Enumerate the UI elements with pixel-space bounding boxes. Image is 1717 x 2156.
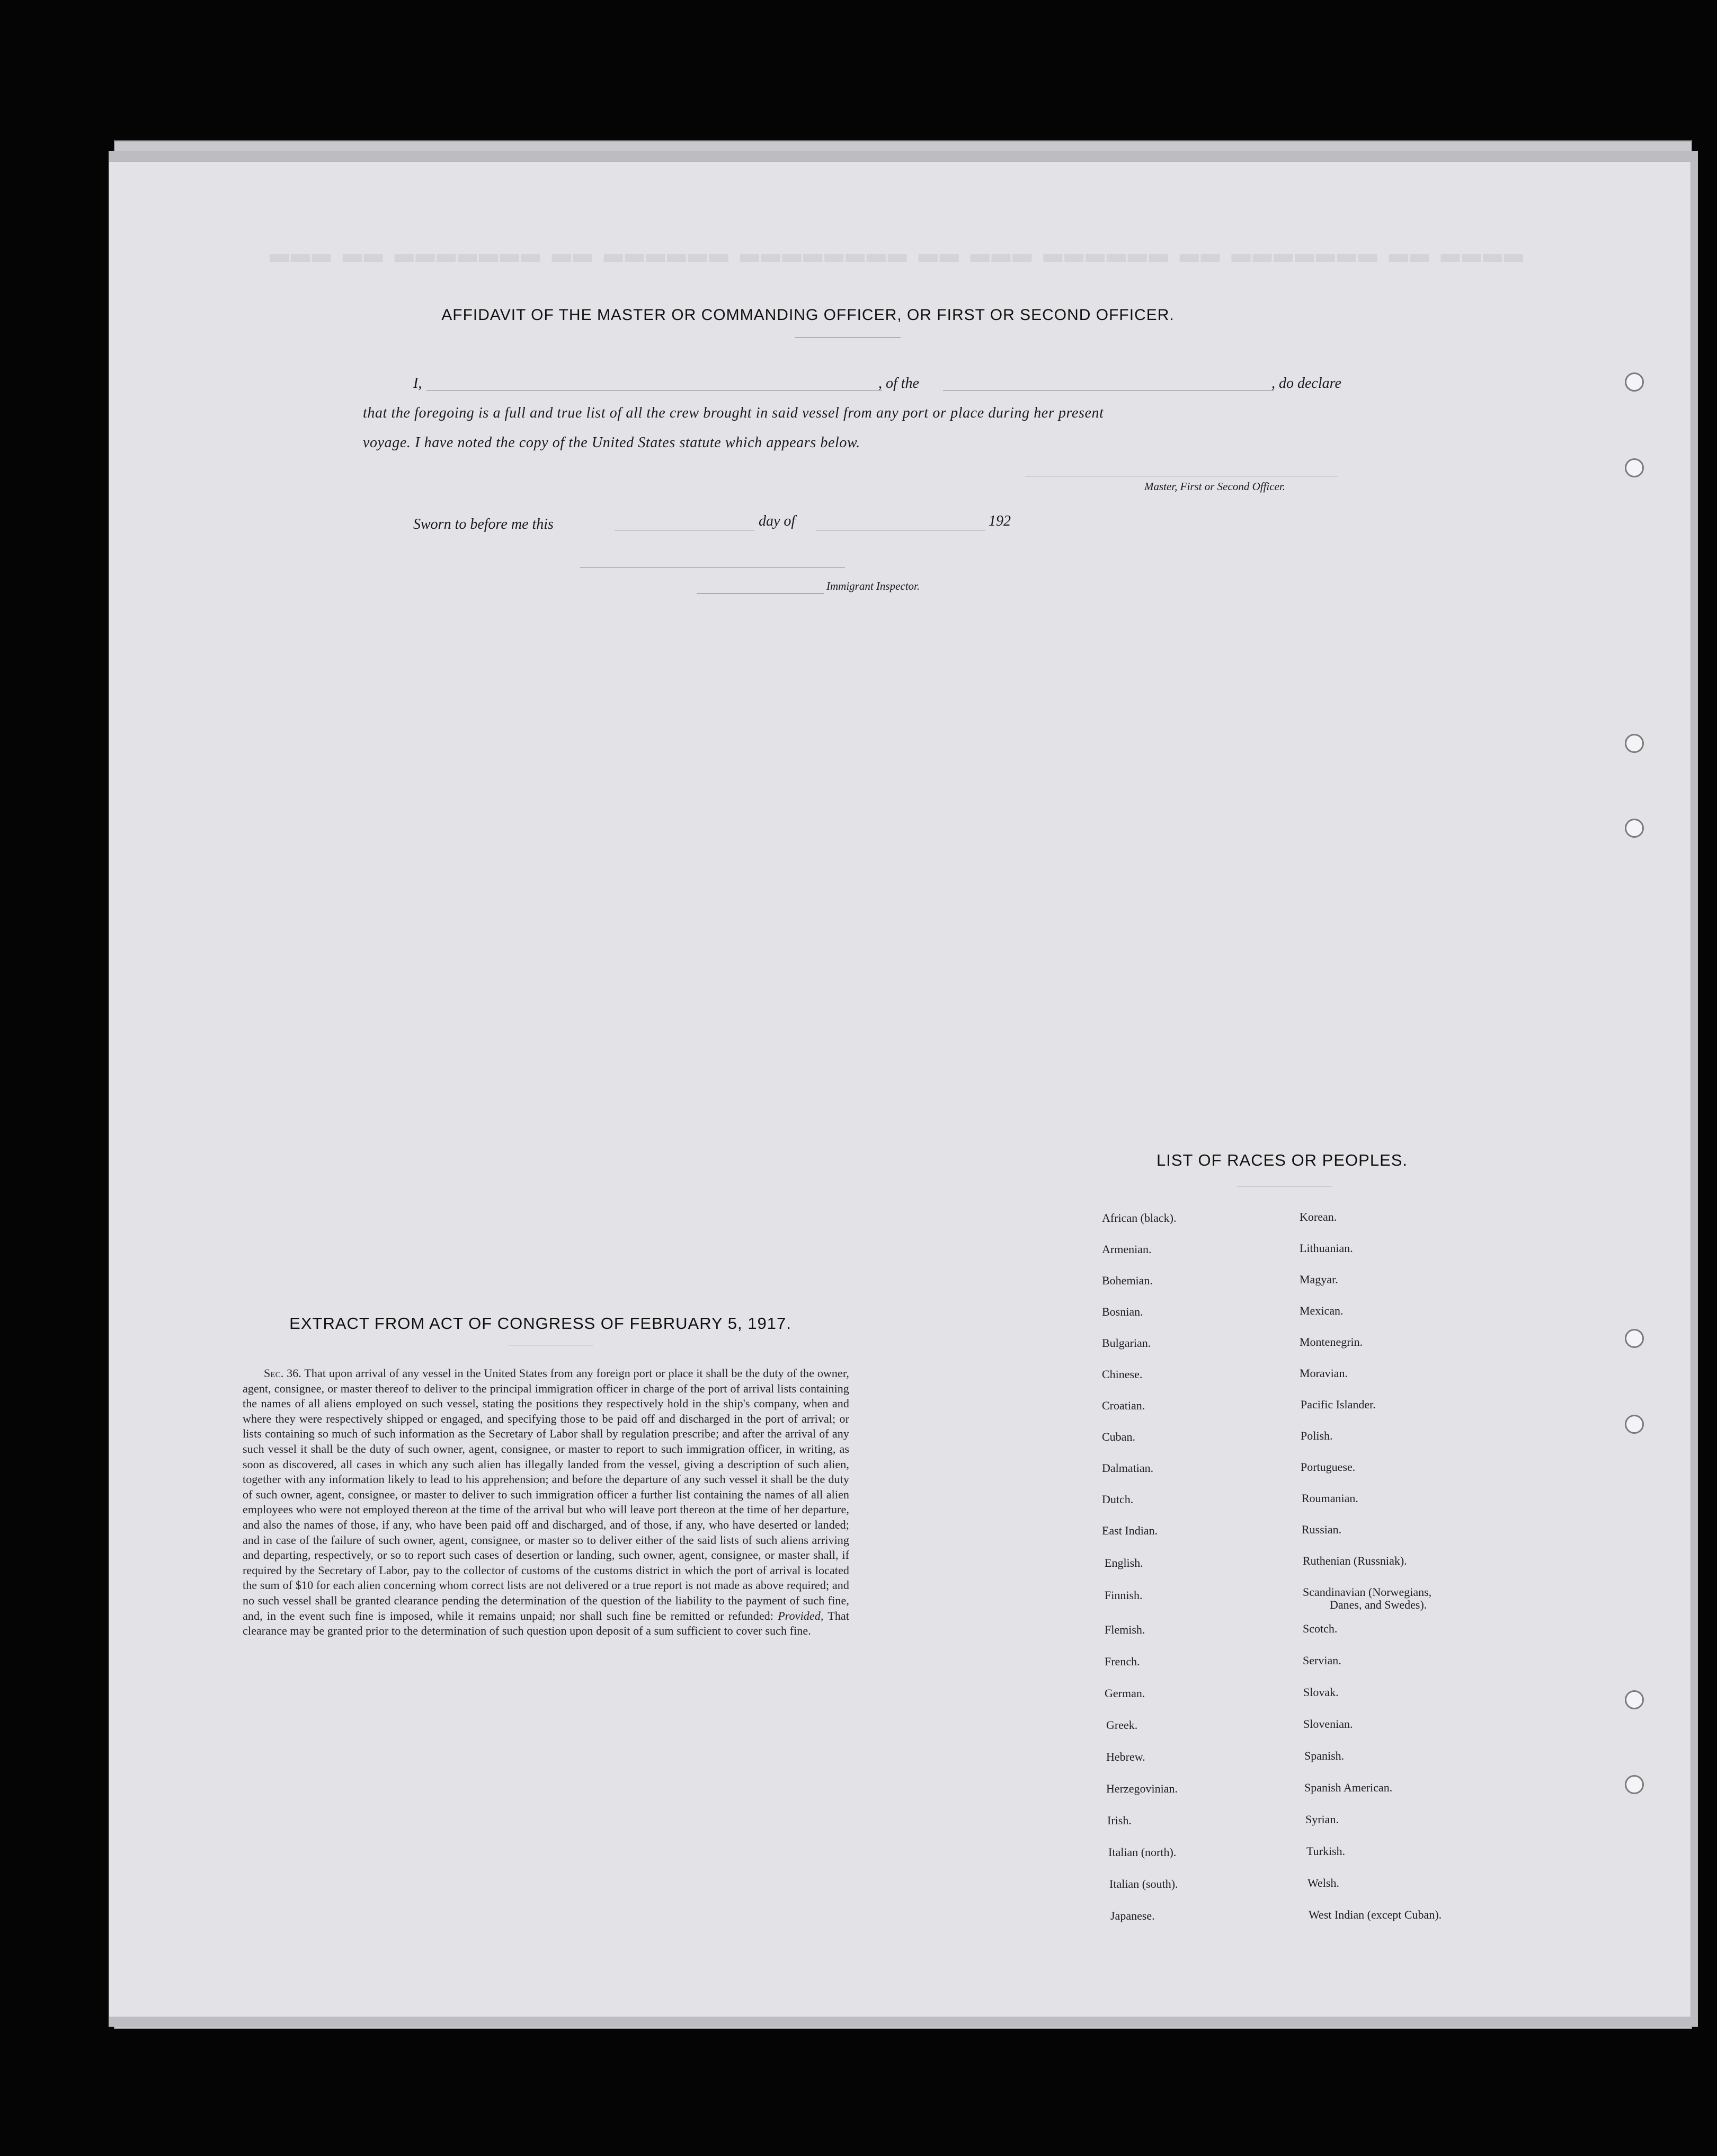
race-item: Spanish American. bbox=[1304, 1781, 1393, 1794]
sworn-label: Sworn to before me this bbox=[413, 516, 554, 533]
declaration-line-2: voyage. I have noted the copy of the United States statute which appears below. bbox=[363, 434, 860, 451]
race-item: Italian (north). bbox=[1108, 1846, 1177, 1859]
race-item: Slovenian. bbox=[1303, 1717, 1353, 1731]
race-item: Scandinavian (Norwegians, bbox=[1303, 1585, 1432, 1599]
binder-hole bbox=[1625, 1329, 1644, 1348]
race-item: Pacific Islander. bbox=[1301, 1398, 1376, 1411]
do-declare-label: , do declare bbox=[1271, 375, 1341, 392]
race-item: German. bbox=[1105, 1687, 1145, 1700]
race-item: Cuban. bbox=[1102, 1430, 1135, 1443]
race-item: Syrian. bbox=[1305, 1813, 1339, 1826]
day-of-label: day of bbox=[759, 513, 796, 529]
race-item: Welsh. bbox=[1307, 1876, 1339, 1889]
race-item-continuation: Danes, and Swedes). bbox=[1330, 1598, 1427, 1611]
race-item: Lithuanian. bbox=[1300, 1241, 1353, 1255]
affidavit-title: AFFIDAVIT OF THE MASTER OR COMMANDING OFFICER, OR FIRST OR SECOND OFFICER. bbox=[441, 306, 1175, 324]
race-item: Japanese. bbox=[1110, 1909, 1155, 1922]
race-item: Dalmatian. bbox=[1102, 1461, 1154, 1475]
race-item: Bosnian. bbox=[1102, 1305, 1143, 1318]
declaration-line-1: that the foregoing is a full and true list of all the crew brought in said vessel from any port or place during her present bbox=[363, 405, 1104, 421]
races-title: LIST OF RACES OR PEOPLES. bbox=[1156, 1151, 1408, 1169]
extract-title: EXTRACT FROM ACT OF CONGRESS OF FEBRUARY 5, 1917. bbox=[289, 1314, 791, 1333]
inspector-signature-line bbox=[697, 593, 824, 594]
race-item: African (black). bbox=[1102, 1211, 1177, 1225]
race-item: Roumanian. bbox=[1302, 1492, 1358, 1505]
binder-hole bbox=[1625, 819, 1644, 838]
affidavit-title-rule bbox=[795, 337, 901, 338]
officer-caption: Master, First or Second Officer. bbox=[1144, 480, 1285, 493]
statute-body: That upon arrival of any vessel in the United States from any foreign port or place it shall be the duty of the owner, agent, consignee, or master thereof to deliver to the principal immigration officer in charge of the port of arrival lists containing the names of all aliens employed on such vessel, stating the positions they respectively hold in the ship's company, when and where they were respectively shipped or engaged, and specifying those to be paid off and discharged in the port of arrival; or lists containing so much of such information as the Secretary of Labor shall by regulation prescribe; and after the arrival of any such vessel it shall be the duty of such owner, agent, consignee, or master to report to such immigration officer, in writing, as soon as discovered, all cases in which any such alien has illegally landed from the vessel, giving a description of such alien, together with any information likely to lead to his apprehension; and before the departure of any such vessel it shall be the duty of such owner, agent, consignee, or master to deliver to such immigration officer a further list containing the names of all alien employees who were not employed thereon at the time of the arrival but who will leave port thereon at the time of her departure, and also the names of those, if any, who have been paid off and discharged, and of those, if any, who have deserted or landed; and in case of the failure of such owner, agent, consignee, or master so to deliver either of the said lists of such aliens arriving and departing, respectively, or so to report such cases of desertion or landing, such owner, agent, consignee, or master shall, if required by the Secretary of Labor, pay to the collector of customs of the customs district in which the port of arrival is located the sum of $10 for each alien concerning whom correct lists are not delivered or a true report is not made as above required; and no such vessel shall be granted clearance pending the determination of the question of the liability to the payment of such fine, and, in the event such fine is imposed, while it remains unpaid; nor shall such fine be remitted or refunded: bbox=[243, 1367, 850, 1622]
race-item: Spanish. bbox=[1304, 1749, 1345, 1762]
race-item: Turkish. bbox=[1306, 1844, 1346, 1858]
race-item: Korean. bbox=[1300, 1210, 1337, 1223]
race-item: English. bbox=[1105, 1556, 1143, 1569]
declaration-text bbox=[363, 398, 1369, 458]
race-item: Moravian. bbox=[1300, 1367, 1348, 1380]
statute-body-end: That clearance may be granted prior to the determination of such question upon deposit of a sum sufficient to cover such fine. bbox=[243, 1609, 849, 1638]
binder-hole bbox=[1625, 1775, 1644, 1794]
race-item: Greek. bbox=[1106, 1718, 1138, 1732]
race-item: Slovak. bbox=[1303, 1685, 1339, 1699]
provided-label: Provided, bbox=[778, 1609, 824, 1622]
race-item: Herzegovinian. bbox=[1106, 1782, 1178, 1795]
race-item: Hebrew. bbox=[1106, 1750, 1145, 1763]
race-item: French. bbox=[1105, 1655, 1140, 1668]
binder-hole bbox=[1625, 734, 1644, 753]
of-the-label: , of the bbox=[878, 375, 919, 392]
inspector-caption: Immigrant Inspector. bbox=[826, 580, 920, 592]
race-item: Magyar. bbox=[1300, 1273, 1338, 1286]
binder-hole bbox=[1625, 372, 1644, 392]
race-item: Armenian. bbox=[1102, 1243, 1152, 1256]
race-item: West Indian (except Cuban). bbox=[1309, 1908, 1442, 1921]
race-item: Dutch. bbox=[1102, 1493, 1134, 1506]
declarant-label: I, bbox=[413, 375, 422, 392]
race-item: Polish. bbox=[1301, 1429, 1333, 1442]
race-item: Italian (south). bbox=[1109, 1877, 1178, 1891]
race-item: Scotch. bbox=[1303, 1622, 1338, 1635]
bleed-through-text: ▂▂▂ ▂▂ ▂▂▂▂▂▂▂ ▂▂ ▂▂▂▂▂▂ ▂▂▂▂▂▂▂▂ ▂▂ ▂▂▂ ▂▂▂▂▂▂ ▂▂ ▂▂▂▂▂▂▂ ▂▂ ▂▂▂▂ bbox=[270, 255, 1526, 281]
race-item: Ruthenian (Russniak). bbox=[1303, 1554, 1407, 1567]
race-item: Mexican. bbox=[1300, 1304, 1344, 1317]
race-item: Croatian. bbox=[1102, 1399, 1145, 1412]
race-item: Servian. bbox=[1303, 1654, 1341, 1667]
statute-text bbox=[243, 1366, 849, 1639]
year-prefix: 192 bbox=[989, 513, 1011, 529]
race-item: Bohemian. bbox=[1102, 1274, 1153, 1287]
race-item: Irish. bbox=[1107, 1814, 1132, 1827]
race-item: Bulgarian. bbox=[1102, 1336, 1151, 1350]
section-label: Sec. 36. bbox=[264, 1367, 301, 1380]
race-item: Finnish. bbox=[1105, 1589, 1143, 1602]
race-item: Flemish. bbox=[1105, 1623, 1145, 1636]
race-item: Montenegrin. bbox=[1300, 1335, 1363, 1348]
race-item: Chinese. bbox=[1102, 1368, 1143, 1381]
race-item: Portuguese. bbox=[1301, 1460, 1356, 1474]
binder-hole bbox=[1625, 458, 1644, 477]
binder-hole bbox=[1625, 1415, 1644, 1434]
race-item: Russian. bbox=[1302, 1523, 1342, 1536]
race-item: East Indian. bbox=[1102, 1524, 1158, 1537]
binder-hole bbox=[1625, 1690, 1644, 1709]
